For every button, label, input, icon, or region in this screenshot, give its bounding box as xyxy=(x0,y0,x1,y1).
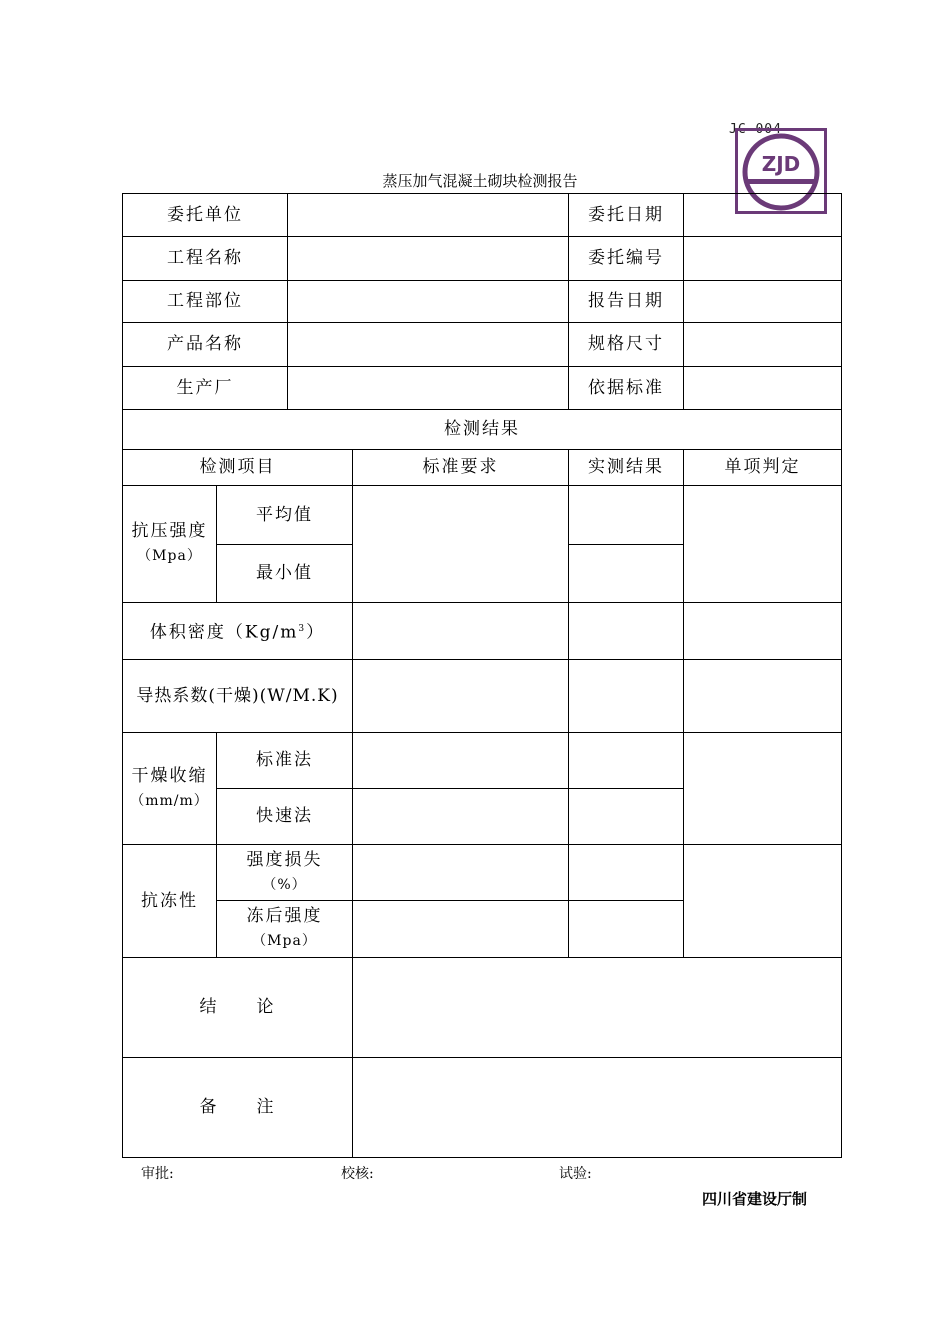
density-label-close: ） xyxy=(306,622,326,643)
results-section-row xyxy=(123,410,842,450)
info-row xyxy=(123,237,842,281)
compressive-min-measured-field[interactable] xyxy=(569,545,684,603)
info-row xyxy=(123,281,842,323)
spec-size-label: 规格尺寸 xyxy=(569,323,684,367)
project-part-label: 工程部位 xyxy=(123,281,288,323)
logo-text: ZJD xyxy=(761,152,801,176)
basis-standard-label: 依据标准 xyxy=(569,367,684,410)
compressive-unit: （Mpa） xyxy=(137,548,202,564)
density-standard-field[interactable] xyxy=(353,603,569,660)
product-name-label: 产品名称 xyxy=(123,323,288,367)
client-date-field[interactable] xyxy=(684,194,842,237)
thermal-standard-field[interactable] xyxy=(353,660,569,733)
frost-strength-loss-label xyxy=(217,845,353,901)
check-label: 校核: xyxy=(341,1166,374,1182)
frost-strength-loss-standard-field[interactable] xyxy=(353,845,569,901)
frost-post-strength-measured-field[interactable] xyxy=(569,901,684,958)
test-label: 试验: xyxy=(559,1166,592,1182)
compressive-label xyxy=(123,486,217,603)
thermal-label: 导热系数(干燥)(W/M.K) xyxy=(123,660,353,733)
compressive-name: 抗压强度 xyxy=(131,521,208,541)
remarks-label: 备 注 xyxy=(123,1058,353,1158)
basis-standard-field[interactable] xyxy=(684,367,842,410)
project-name-label: 工程名称 xyxy=(123,237,288,281)
shrinkage-fast-method-standard-field[interactable] xyxy=(353,789,569,845)
product-name-field[interactable] xyxy=(288,323,569,367)
shrinkage-name: 干燥收缩 xyxy=(131,765,208,786)
remarks-field[interactable] xyxy=(353,1058,842,1158)
info-row xyxy=(123,367,842,410)
approve-label: 审批: xyxy=(141,1166,174,1182)
shrinkage-verdict-field[interactable] xyxy=(684,733,842,845)
frost-post-strength-name: 冻后强度 xyxy=(246,906,323,926)
thermal-verdict-field[interactable] xyxy=(684,660,842,733)
density-label-sup: 3 xyxy=(298,623,307,634)
frost-post-strength-label xyxy=(217,901,353,958)
client-date-label: 委托日期 xyxy=(569,194,684,237)
frost-row xyxy=(123,845,842,901)
results-section-title: 检测结果 xyxy=(123,410,842,450)
conclusion-field[interactable] xyxy=(353,958,842,1058)
header-item: 检测项目 xyxy=(123,450,353,486)
frost-strength-loss-unit: （%） xyxy=(262,876,307,893)
frost-strength-loss-name: 强度损失 xyxy=(246,849,323,870)
compressive-avg-measured-field[interactable] xyxy=(569,486,684,545)
shrinkage-unit: （mm/m） xyxy=(130,792,209,809)
compressive-verdict-field[interactable] xyxy=(684,486,842,603)
density-label-text: 体积密度（Kg/m xyxy=(149,622,299,643)
project-name-field[interactable] xyxy=(288,237,569,281)
frost-post-strength-unit: （Mpa） xyxy=(252,933,317,949)
shrinkage-standard-method-standard-field[interactable] xyxy=(353,733,569,789)
frost-label: 抗冻性 xyxy=(123,845,217,958)
density-measured-field[interactable] xyxy=(569,603,684,660)
frost-post-strength-standard-field[interactable] xyxy=(353,901,569,958)
spec-size-field[interactable] xyxy=(684,323,842,367)
compressive-min-label: 最小值 xyxy=(217,545,353,603)
commission-no-label: 委托编号 xyxy=(569,237,684,281)
info-row xyxy=(123,194,842,237)
project-part-field[interactable] xyxy=(288,281,569,323)
remarks-row xyxy=(123,1058,842,1158)
shrinkage-fast-method-measured-field[interactable] xyxy=(569,789,684,845)
header-verdict: 单项判定 xyxy=(684,450,842,486)
compressive-standard-field[interactable] xyxy=(353,486,569,603)
thermal-row xyxy=(123,660,842,733)
report-date-label: 报告日期 xyxy=(569,281,684,323)
conclusion-label: 结 论 xyxy=(123,958,353,1058)
compressive-avg-label: 平均值 xyxy=(217,486,353,545)
compressive-row xyxy=(123,486,842,545)
shrinkage-row xyxy=(123,733,842,789)
header-standard: 标准要求 xyxy=(353,450,569,486)
maker-label: 四川省建设厅制 xyxy=(702,1190,808,1208)
shrinkage-fast-method-label: 快速法 xyxy=(217,789,353,845)
thermal-measured-field[interactable] xyxy=(569,660,684,733)
manufacturer-field[interactable] xyxy=(288,367,569,410)
manufacturer-label: 生产厂 xyxy=(123,367,288,410)
density-row xyxy=(123,603,842,660)
document-title: 蒸压加气混凝土砌块检测报告 xyxy=(382,172,578,190)
client-unit-label: 委托单位 xyxy=(123,194,288,237)
results-header-row xyxy=(123,450,842,486)
client-unit-field[interactable] xyxy=(288,194,569,237)
report-table xyxy=(122,193,842,1158)
info-row xyxy=(123,323,842,367)
density-label xyxy=(123,603,353,660)
commission-no-field[interactable] xyxy=(684,237,842,281)
conclusion-row xyxy=(123,958,842,1058)
frost-strength-loss-measured-field[interactable] xyxy=(569,845,684,901)
shrinkage-standard-method-measured-field[interactable] xyxy=(569,733,684,789)
form-code: JC-004 xyxy=(729,122,782,137)
frost-verdict-field[interactable] xyxy=(684,845,842,958)
density-verdict-field[interactable] xyxy=(684,603,842,660)
header-measured: 实测结果 xyxy=(569,450,684,486)
shrinkage-label xyxy=(123,733,217,845)
report-date-field[interactable] xyxy=(684,281,842,323)
shrinkage-standard-method-label: 标准法 xyxy=(217,733,353,789)
